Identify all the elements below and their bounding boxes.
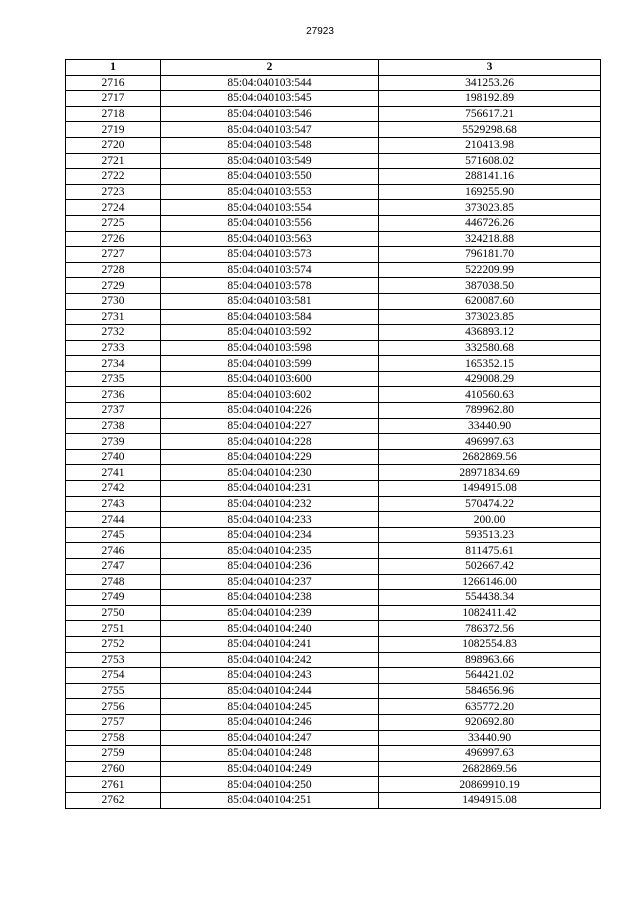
row-number-cell: 2746 bbox=[66, 543, 161, 559]
cadastral-number-cell: 85:04:040104:243 bbox=[161, 668, 379, 684]
table-row bbox=[66, 574, 601, 590]
row-number-cell: 2755 bbox=[66, 683, 161, 699]
row-number-cell: 2751 bbox=[66, 621, 161, 637]
table-row bbox=[66, 153, 601, 169]
table-row bbox=[66, 527, 601, 543]
cadastral-number-cell: 85:04:040104:236 bbox=[161, 559, 379, 575]
row-number-cell: 2732 bbox=[66, 325, 161, 341]
table-row bbox=[66, 605, 601, 621]
value-cell: 446726.26 bbox=[379, 215, 601, 231]
row-number-cell: 2737 bbox=[66, 403, 161, 419]
value-cell: 496997.63 bbox=[379, 434, 601, 450]
cadastral-number-cell: 85:04:040103:600 bbox=[161, 371, 379, 387]
table-row bbox=[66, 247, 601, 263]
table-body bbox=[66, 75, 601, 808]
table-row bbox=[66, 434, 601, 450]
row-number-cell: 2719 bbox=[66, 122, 161, 138]
table-row bbox=[66, 91, 601, 107]
row-number-cell: 2757 bbox=[66, 714, 161, 730]
table-row bbox=[66, 418, 601, 434]
row-number-cell: 2729 bbox=[66, 278, 161, 294]
value-cell: 811475.61 bbox=[379, 543, 601, 559]
column-header-1: 1 bbox=[66, 60, 161, 76]
table-row bbox=[66, 215, 601, 231]
value-cell: 5529298.68 bbox=[379, 122, 601, 138]
cadastral-number-cell: 85:04:040103:602 bbox=[161, 387, 379, 403]
cadastral-number-cell: 85:04:040104:226 bbox=[161, 403, 379, 419]
table-row bbox=[66, 122, 601, 138]
cadastral-number-cell: 85:04:040104:241 bbox=[161, 636, 379, 652]
table-row bbox=[66, 636, 601, 652]
page-number: 27923 bbox=[306, 26, 334, 37]
table-row bbox=[66, 371, 601, 387]
row-number-cell: 2734 bbox=[66, 356, 161, 372]
cadastral-number-cell: 85:04:040104:249 bbox=[161, 761, 379, 777]
table-row bbox=[66, 590, 601, 606]
value-cell: 502667.42 bbox=[379, 559, 601, 575]
value-cell: 620087.60 bbox=[379, 293, 601, 309]
value-cell: 33440.90 bbox=[379, 730, 601, 746]
value-cell: 1082554.83 bbox=[379, 636, 601, 652]
cadastral-number-cell: 85:04:040104:234 bbox=[161, 527, 379, 543]
table-row bbox=[66, 403, 601, 419]
value-cell: 28971834.69 bbox=[379, 465, 601, 481]
value-cell: 796181.70 bbox=[379, 247, 601, 263]
value-cell: 584656.96 bbox=[379, 683, 601, 699]
value-cell: 169255.90 bbox=[379, 184, 601, 200]
value-cell: 1494915.08 bbox=[379, 481, 601, 497]
row-number-cell: 2753 bbox=[66, 652, 161, 668]
cadastral-number-cell: 85:04:040103:545 bbox=[161, 91, 379, 107]
table-row bbox=[66, 169, 601, 185]
row-number-cell: 2721 bbox=[66, 153, 161, 169]
row-number-cell: 2727 bbox=[66, 247, 161, 263]
row-number-cell: 2733 bbox=[66, 340, 161, 356]
cadastral-number-cell: 85:04:040104:248 bbox=[161, 746, 379, 762]
row-number-cell: 2743 bbox=[66, 496, 161, 512]
value-cell: 593513.23 bbox=[379, 527, 601, 543]
row-number-cell: 2723 bbox=[66, 184, 161, 200]
table-row bbox=[66, 668, 601, 684]
cadastral-number-cell: 85:04:040103:573 bbox=[161, 247, 379, 263]
cadastral-number-cell: 85:04:040104:247 bbox=[161, 730, 379, 746]
cadastral-number-cell: 85:04:040103:553 bbox=[161, 184, 379, 200]
cadastral-value-table bbox=[65, 59, 601, 809]
cadastral-number-cell: 85:04:040103:549 bbox=[161, 153, 379, 169]
value-cell: 756617.21 bbox=[379, 106, 601, 122]
table-row bbox=[66, 792, 601, 808]
cadastral-number-cell: 85:04:040104:250 bbox=[161, 777, 379, 793]
row-number-cell: 2724 bbox=[66, 200, 161, 216]
cadastral-number-cell: 85:04:040104:229 bbox=[161, 449, 379, 465]
value-cell: 324218.88 bbox=[379, 231, 601, 247]
table-row bbox=[66, 543, 601, 559]
row-number-cell: 2747 bbox=[66, 559, 161, 575]
table-row bbox=[66, 262, 601, 278]
value-cell: 570474.22 bbox=[379, 496, 601, 512]
value-cell: 200.00 bbox=[379, 512, 601, 528]
cadastral-number-cell: 85:04:040104:245 bbox=[161, 699, 379, 715]
row-number-cell: 2750 bbox=[66, 605, 161, 621]
row-number-cell: 2744 bbox=[66, 512, 161, 528]
table-row bbox=[66, 293, 601, 309]
cadastral-number-cell: 85:04:040103:574 bbox=[161, 262, 379, 278]
value-cell: 341253.26 bbox=[379, 75, 601, 91]
table-row bbox=[66, 683, 601, 699]
row-number-cell: 2725 bbox=[66, 215, 161, 231]
cadastral-number-cell: 85:04:040104:232 bbox=[161, 496, 379, 512]
cadastral-number-cell: 85:04:040103:599 bbox=[161, 356, 379, 372]
table-row bbox=[66, 652, 601, 668]
row-number-cell: 2740 bbox=[66, 449, 161, 465]
value-cell: 496997.63 bbox=[379, 746, 601, 762]
value-cell: 786372.56 bbox=[379, 621, 601, 637]
table-row bbox=[66, 184, 601, 200]
value-cell: 1494915.08 bbox=[379, 792, 601, 808]
row-number-cell: 2716 bbox=[66, 75, 161, 91]
cadastral-number-cell: 85:04:040103:547 bbox=[161, 122, 379, 138]
table-row bbox=[66, 777, 601, 793]
cadastral-number-cell: 85:04:040104:233 bbox=[161, 512, 379, 528]
value-cell: 410560.63 bbox=[379, 387, 601, 403]
cadastral-number-cell: 85:04:040104:235 bbox=[161, 543, 379, 559]
value-cell: 920692.80 bbox=[379, 714, 601, 730]
table-row bbox=[66, 714, 601, 730]
table-header-row bbox=[66, 60, 601, 76]
cadastral-number-cell: 85:04:040103:581 bbox=[161, 293, 379, 309]
table-row bbox=[66, 496, 601, 512]
value-cell: 20869910.19 bbox=[379, 777, 601, 793]
row-number-cell: 2738 bbox=[66, 418, 161, 434]
row-number-cell: 2762 bbox=[66, 792, 161, 808]
value-cell: 571608.02 bbox=[379, 153, 601, 169]
cadastral-number-cell: 85:04:040103:548 bbox=[161, 137, 379, 153]
cadastral-number-cell: 85:04:040103:578 bbox=[161, 278, 379, 294]
table-row bbox=[66, 465, 601, 481]
table-row bbox=[66, 746, 601, 762]
value-cell: 288141.16 bbox=[379, 169, 601, 185]
cadastral-number-cell: 85:04:040103:598 bbox=[161, 340, 379, 356]
row-number-cell: 2730 bbox=[66, 293, 161, 309]
row-number-cell: 2739 bbox=[66, 434, 161, 450]
column-header-3: 3 bbox=[379, 60, 601, 76]
value-cell: 635772.20 bbox=[379, 699, 601, 715]
column-header-2: 2 bbox=[161, 60, 379, 76]
cadastral-number-cell: 85:04:040104:238 bbox=[161, 590, 379, 606]
cadastral-number-cell: 85:04:040103:544 bbox=[161, 75, 379, 91]
cadastral-number-cell: 85:04:040103:592 bbox=[161, 325, 379, 341]
table-row bbox=[66, 75, 601, 91]
cadastral-number-cell: 85:04:040104:228 bbox=[161, 434, 379, 450]
value-cell: 165352.15 bbox=[379, 356, 601, 372]
row-number-cell: 2735 bbox=[66, 371, 161, 387]
value-cell: 2682869.56 bbox=[379, 761, 601, 777]
cadastral-number-cell: 85:04:040104:231 bbox=[161, 481, 379, 497]
cadastral-number-cell: 85:04:040104:244 bbox=[161, 683, 379, 699]
cadastral-number-cell: 85:04:040104:239 bbox=[161, 605, 379, 621]
table-row bbox=[66, 137, 601, 153]
table-row bbox=[66, 699, 601, 715]
value-cell: 429008.29 bbox=[379, 371, 601, 387]
cadastral-number-cell: 85:04:040103:563 bbox=[161, 231, 379, 247]
row-number-cell: 2741 bbox=[66, 465, 161, 481]
row-number-cell: 2722 bbox=[66, 169, 161, 185]
cadastral-number-cell: 85:04:040104:237 bbox=[161, 574, 379, 590]
value-cell: 2682869.56 bbox=[379, 449, 601, 465]
row-number-cell: 2717 bbox=[66, 91, 161, 107]
table-row bbox=[66, 512, 601, 528]
table-row bbox=[66, 340, 601, 356]
cadastral-number-cell: 85:04:040103:556 bbox=[161, 215, 379, 231]
table-row bbox=[66, 761, 601, 777]
value-cell: 522209.99 bbox=[379, 262, 601, 278]
table-row bbox=[66, 200, 601, 216]
row-number-cell: 2748 bbox=[66, 574, 161, 590]
table-row bbox=[66, 449, 601, 465]
cadastral-number-cell: 85:04:040104:230 bbox=[161, 465, 379, 481]
row-number-cell: 2749 bbox=[66, 590, 161, 606]
cadastral-number-cell: 85:04:040103:584 bbox=[161, 309, 379, 325]
value-cell: 554438.34 bbox=[379, 590, 601, 606]
value-cell: 564421.02 bbox=[379, 668, 601, 684]
row-number-cell: 2752 bbox=[66, 636, 161, 652]
table-row bbox=[66, 356, 601, 372]
table-row bbox=[66, 730, 601, 746]
value-cell: 898963.66 bbox=[379, 652, 601, 668]
table-row bbox=[66, 559, 601, 575]
cadastral-number-cell: 85:04:040104:227 bbox=[161, 418, 379, 434]
row-number-cell: 2718 bbox=[66, 106, 161, 122]
table-row bbox=[66, 481, 601, 497]
value-cell: 1266146.00 bbox=[379, 574, 601, 590]
row-number-cell: 2759 bbox=[66, 746, 161, 762]
cadastral-number-cell: 85:04:040104:251 bbox=[161, 792, 379, 808]
table-row bbox=[66, 278, 601, 294]
row-number-cell: 2728 bbox=[66, 262, 161, 278]
value-cell: 198192.89 bbox=[379, 91, 601, 107]
value-cell: 387038.50 bbox=[379, 278, 601, 294]
cadastral-number-cell: 85:04:040103:550 bbox=[161, 169, 379, 185]
table-row bbox=[66, 106, 601, 122]
row-number-cell: 2754 bbox=[66, 668, 161, 684]
value-cell: 332580.68 bbox=[379, 340, 601, 356]
table-row bbox=[66, 621, 601, 637]
row-number-cell: 2758 bbox=[66, 730, 161, 746]
row-number-cell: 2726 bbox=[66, 231, 161, 247]
cadastral-number-cell: 85:04:040104:246 bbox=[161, 714, 379, 730]
value-cell: 373023.85 bbox=[379, 200, 601, 216]
value-cell: 789962.80 bbox=[379, 403, 601, 419]
value-cell: 1082411.42 bbox=[379, 605, 601, 621]
row-number-cell: 2731 bbox=[66, 309, 161, 325]
cadastral-number-cell: 85:04:040103:546 bbox=[161, 106, 379, 122]
value-cell: 33440.90 bbox=[379, 418, 601, 434]
table-row bbox=[66, 387, 601, 403]
row-number-cell: 2736 bbox=[66, 387, 161, 403]
row-number-cell: 2745 bbox=[66, 527, 161, 543]
row-number-cell: 2720 bbox=[66, 137, 161, 153]
cadastral-number-cell: 85:04:040104:240 bbox=[161, 621, 379, 637]
cadastral-number-cell: 85:04:040103:554 bbox=[161, 200, 379, 216]
value-cell: 436893.12 bbox=[379, 325, 601, 341]
row-number-cell: 2742 bbox=[66, 481, 161, 497]
row-number-cell: 2760 bbox=[66, 761, 161, 777]
value-cell: 373023.85 bbox=[379, 309, 601, 325]
row-number-cell: 2761 bbox=[66, 777, 161, 793]
value-cell: 210413.98 bbox=[379, 137, 601, 153]
table-row bbox=[66, 309, 601, 325]
cadastral-number-cell: 85:04:040104:242 bbox=[161, 652, 379, 668]
table-row bbox=[66, 231, 601, 247]
row-number-cell: 2756 bbox=[66, 699, 161, 715]
table-row bbox=[66, 325, 601, 341]
